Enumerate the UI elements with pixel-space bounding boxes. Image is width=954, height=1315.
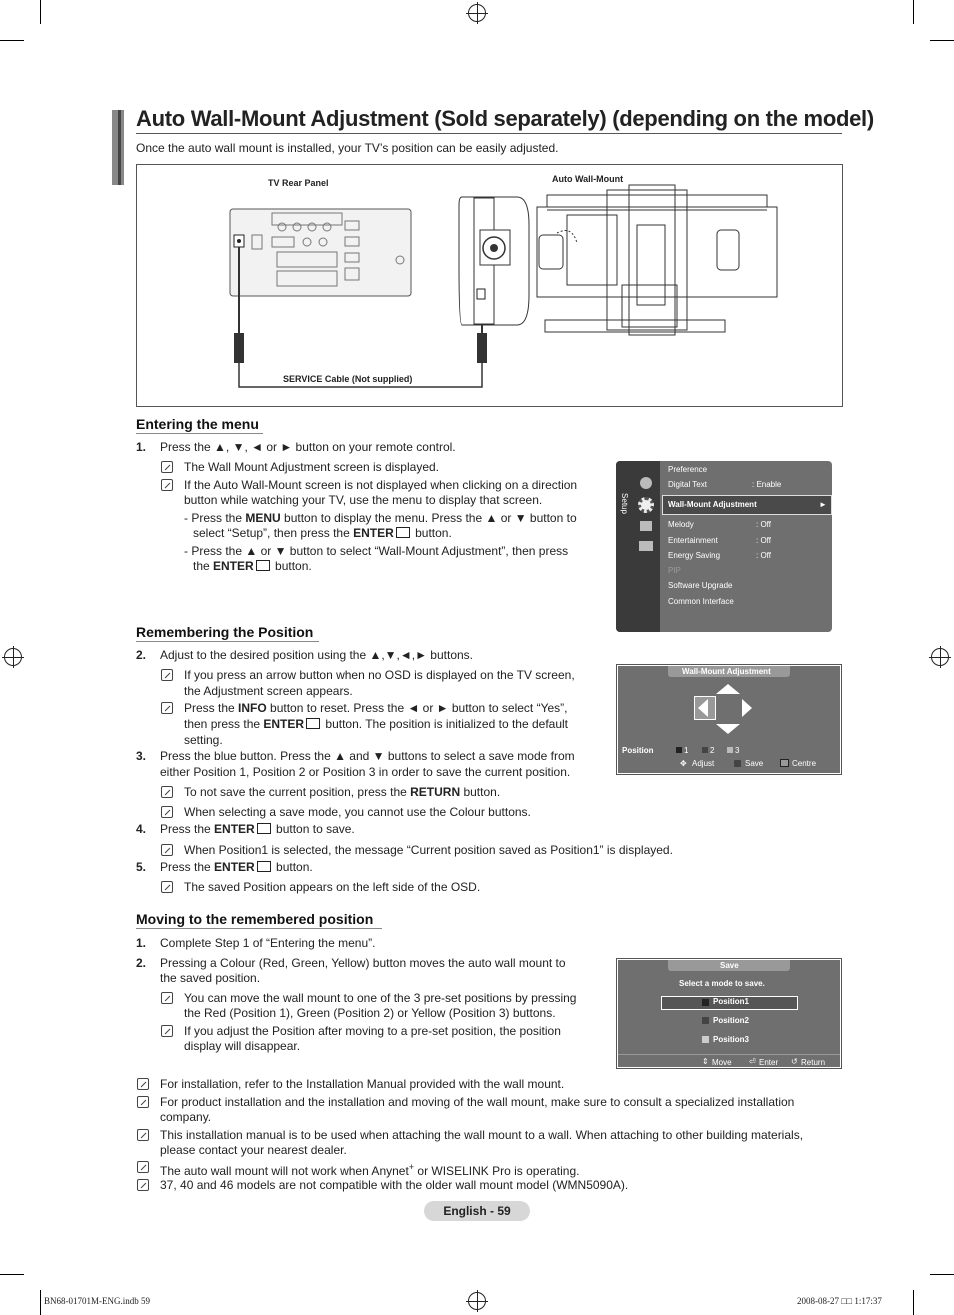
- step-number: 3.: [136, 749, 147, 763]
- crop-mark: [930, 40, 954, 41]
- position-1: 1: [684, 746, 689, 755]
- osd-row-label: Digital Text: [668, 480, 707, 489]
- note-text: The Wall Mount Adjustment screen is displayed.: [184, 460, 440, 474]
- osd-prompt: Select a mode to save.: [679, 979, 765, 988]
- note-text: display will disappear.: [184, 1039, 301, 1053]
- osd-row-label: Energy Saving: [668, 551, 721, 560]
- enter-icon: [257, 823, 271, 834]
- note-icon: [161, 881, 173, 893]
- note-icon: [161, 461, 173, 473]
- general-note: For installation, refer to the Installation Manual provided with the wall mount.: [160, 1077, 565, 1091]
- note-text: The saved Position appears on the left side of the OSD.: [184, 880, 481, 894]
- osd-row-label: Software Upgrade: [668, 581, 733, 590]
- heading-underline: [136, 641, 319, 642]
- step-text: Press the ENTER button to save.: [160, 822, 355, 836]
- enter-icon: [306, 718, 320, 729]
- step-text: Pressing a Colour (Red, Green, Yellow) button moves the auto wall mount to: [160, 956, 566, 970]
- step-text: Adjust to the desired position using the ▲,▼,◄,► buttons.: [160, 648, 474, 662]
- crop-mark: [930, 1274, 954, 1275]
- menu-category-icon: [639, 541, 653, 551]
- step-text: Press the blue button. Press the ▲ and ▼ buttons to select a save mode from: [160, 749, 575, 763]
- note-icon: [137, 1161, 149, 1173]
- crop-mark: [40, 0, 41, 24]
- step-number: 1.: [136, 440, 147, 454]
- osd-row-label: Melody: [668, 520, 694, 529]
- note-text: then press the ENTER button. The position is initialized to the default: [184, 717, 568, 731]
- connection-diagram: [137, 165, 842, 406]
- osd-position-label: Position: [622, 746, 654, 755]
- footer-file: BN68-01701M-ENG.indb 59: [44, 1296, 150, 1306]
- section-heading-moving: Moving to the remembered position: [136, 911, 374, 927]
- dash-text: the ENTER button.: [193, 559, 312, 573]
- position-color-3: [727, 747, 733, 753]
- note-text: If you press an arrow button when no OSD is displayed on the TV screen,: [184, 668, 575, 682]
- osd-sidebar: [616, 461, 660, 632]
- general-note: This installation manual is to be used when attaching the wall mount to a wall. When attaching to other building materials,: [160, 1128, 804, 1142]
- registration-mark-icon: [468, 4, 486, 22]
- note-icon: [161, 786, 173, 798]
- osd-title: Wall-Mount Adjustment: [682, 667, 771, 676]
- note-text: When selecting a save mode, you cannot use the Colour buttons.: [184, 805, 531, 819]
- step-text: either Position 1, Position 2 or Position 3 in order to save the current position.: [160, 765, 571, 779]
- osd-move-hint: Move: [712, 1058, 732, 1067]
- osd-save-hint: Save: [745, 759, 764, 768]
- page-title: Auto Wall-Mount Adjustment (Sold separately) (depending on the model): [136, 106, 874, 131]
- step-number: 4.: [136, 822, 147, 836]
- section-heading-remembering: Remembering the Position: [136, 624, 314, 640]
- auto-wall-mount-label: Auto Wall-Mount: [552, 174, 624, 184]
- enter-icon: ⏎: [749, 1057, 756, 1066]
- note-text: the Adjustment screen appears.: [184, 684, 353, 698]
- note-icon: [161, 992, 173, 1004]
- note-text: the Red (Position 1), Green (Position 2) or Yellow (Position 3) buttons.: [184, 1006, 556, 1020]
- arrow-left-icon: [698, 699, 708, 717]
- dash-text: select “Setup”, then press the ENTER button.: [193, 526, 452, 540]
- arrow-up-icon[interactable]: [716, 684, 740, 694]
- note-icon: [137, 1179, 149, 1191]
- note-text: When Position1 is selected, the message “Current position saved as Position1” is displayed.: [184, 843, 673, 857]
- step-text: Press the ▲, ▼, ◄ or ► button on your remote control.: [160, 440, 456, 454]
- osd-save-screen: [618, 960, 840, 1067]
- general-note: The auto wall mount will not work when Anynet+ or WISELINK Pro is operating.: [160, 1162, 580, 1178]
- tv-rear-panel-label: TV Rear Panel: [268, 178, 329, 188]
- arrow-right-icon: ►: [819, 500, 827, 509]
- general-note: please contact your nearest dealer.: [160, 1143, 347, 1157]
- gear-icon: [638, 497, 654, 513]
- return-icon: ↺: [791, 1057, 798, 1066]
- blue-button-icon: [734, 760, 741, 767]
- title-rule: [136, 133, 842, 134]
- info-button-icon: [780, 759, 789, 767]
- position-color-1: [702, 999, 709, 1006]
- up-down-icon: ⇕: [702, 1057, 709, 1066]
- note-text: If the Auto Wall-Mount screen is not displayed when clicking on a direction: [184, 478, 578, 492]
- osd-row-value: : Off: [756, 551, 771, 560]
- osd-row-value: : Off: [756, 536, 771, 545]
- note-text: If you adjust the Position after moving to a pre-set position, the position: [184, 1024, 561, 1038]
- osd-save-option: Position1: [713, 997, 750, 1006]
- osd-return-hint: Return: [801, 1058, 826, 1067]
- osd-row-label: Entertainment: [668, 536, 718, 545]
- step-number: 5.: [136, 860, 147, 874]
- osd-row-label: Preference: [668, 465, 708, 474]
- page-number-badge: English - 59: [424, 1201, 530, 1221]
- osd-title: Save: [720, 961, 739, 970]
- heading-underline: [136, 928, 382, 929]
- arrow-right-icon[interactable]: [742, 699, 752, 717]
- footer-timestamp: 2008-08-27 □□ 1:17:37: [797, 1296, 882, 1306]
- menu-category-icon: [640, 521, 652, 531]
- enter-icon: [396, 527, 410, 538]
- osd-row-label: Common Interface: [668, 597, 734, 606]
- step-text: Complete Step 1 of “Entering the menu”.: [160, 936, 376, 950]
- note-icon: [137, 1078, 149, 1090]
- dash-text: - Press the MENU button to display the menu. Press the ▲ or ▼ button to: [184, 511, 577, 525]
- general-note: 37, 40 and 46 models are not compatible with the older wall mount model (WMN5090A).: [160, 1178, 629, 1192]
- note-text: setting.: [184, 733, 223, 747]
- step-text: the saved position.: [160, 971, 261, 985]
- osd-adjust-screen: [618, 666, 840, 773]
- intro-text: Once the auto wall mount is installed, your TV’s position can be easily adjusted.: [136, 141, 559, 155]
- enter-icon: [257, 861, 271, 872]
- osd-row-value: : Off: [756, 520, 771, 529]
- position-2: 2: [710, 746, 715, 755]
- note-text: You can move the wall mount to one of the 3 pre-set positions by pressing: [184, 991, 577, 1005]
- osd-enter-hint: Enter: [759, 1058, 779, 1067]
- osd-save-option[interactable]: Position2: [713, 1016, 750, 1025]
- position-color-2: [702, 747, 708, 753]
- registration-mark-icon: [931, 648, 949, 666]
- section-heading-entering: Entering the menu: [136, 416, 259, 432]
- caution-icon: [161, 806, 173, 818]
- osd-divider: [618, 1054, 840, 1055]
- note-text: button while watching your TV, use the menu to display that screen.: [184, 493, 543, 507]
- heading-underline: [136, 433, 263, 434]
- title-bar-decoration: [118, 110, 121, 185]
- step-number: 2.: [136, 648, 147, 662]
- note-icon: [161, 479, 173, 491]
- step-number: 2.: [136, 956, 147, 970]
- position-3: 3: [735, 746, 740, 755]
- crop-mark: [913, 1290, 914, 1315]
- note-text: Press the INFO button to reset. Press the ◄ or ► button to select “Yes”,: [184, 701, 568, 715]
- crop-mark: [0, 40, 24, 41]
- general-note: For product installation and the installation and moving of the wall mount, make sure to consult a specialized installation: [160, 1095, 795, 1109]
- position-color-2: [702, 1017, 709, 1024]
- registration-mark-icon: [4, 648, 22, 666]
- crop-mark: [40, 1290, 41, 1315]
- note-icon: [161, 1025, 173, 1037]
- note-icon: [161, 669, 173, 681]
- note-icon: [161, 844, 173, 856]
- step-text: Press the ENTER button.: [160, 860, 313, 874]
- note-icon: [161, 702, 173, 714]
- position-color-3: [702, 1036, 709, 1043]
- registration-mark-icon: [468, 1292, 486, 1310]
- position-color-1: [676, 747, 682, 753]
- osd-row-label: Wall-Mount Adjustment: [668, 500, 757, 509]
- step-number: 1.: [136, 936, 147, 950]
- service-cable-label: SERVICE Cable (Not supplied): [283, 374, 413, 384]
- osd-row-value: : Enable: [752, 480, 782, 489]
- osd-row-label: PIP: [668, 566, 681, 575]
- dash-text: - Press the ▲ or ▼ button to select “Wall-Mount Adjustment”, then press: [184, 544, 569, 558]
- osd-centre-hint: Centre: [792, 759, 817, 768]
- osd-save-option[interactable]: Position3: [713, 1035, 750, 1044]
- note-text: To not save the current position, press the RETURN button.: [184, 785, 501, 799]
- general-note: company.: [160, 1110, 212, 1124]
- crop-mark: [913, 0, 914, 24]
- crop-mark: [0, 1274, 24, 1275]
- osd-setup-menu: [616, 461, 832, 632]
- menu-category-icon: [640, 477, 652, 489]
- osd-side-label: Setup: [619, 493, 629, 514]
- enter-icon: [256, 560, 270, 571]
- note-icon: [137, 1096, 149, 1108]
- note-icon: [137, 1129, 149, 1141]
- osd-adjust-hint: Adjust: [692, 759, 715, 768]
- move-icon: ✥: [680, 759, 687, 768]
- arrow-down-icon[interactable]: [716, 724, 740, 734]
